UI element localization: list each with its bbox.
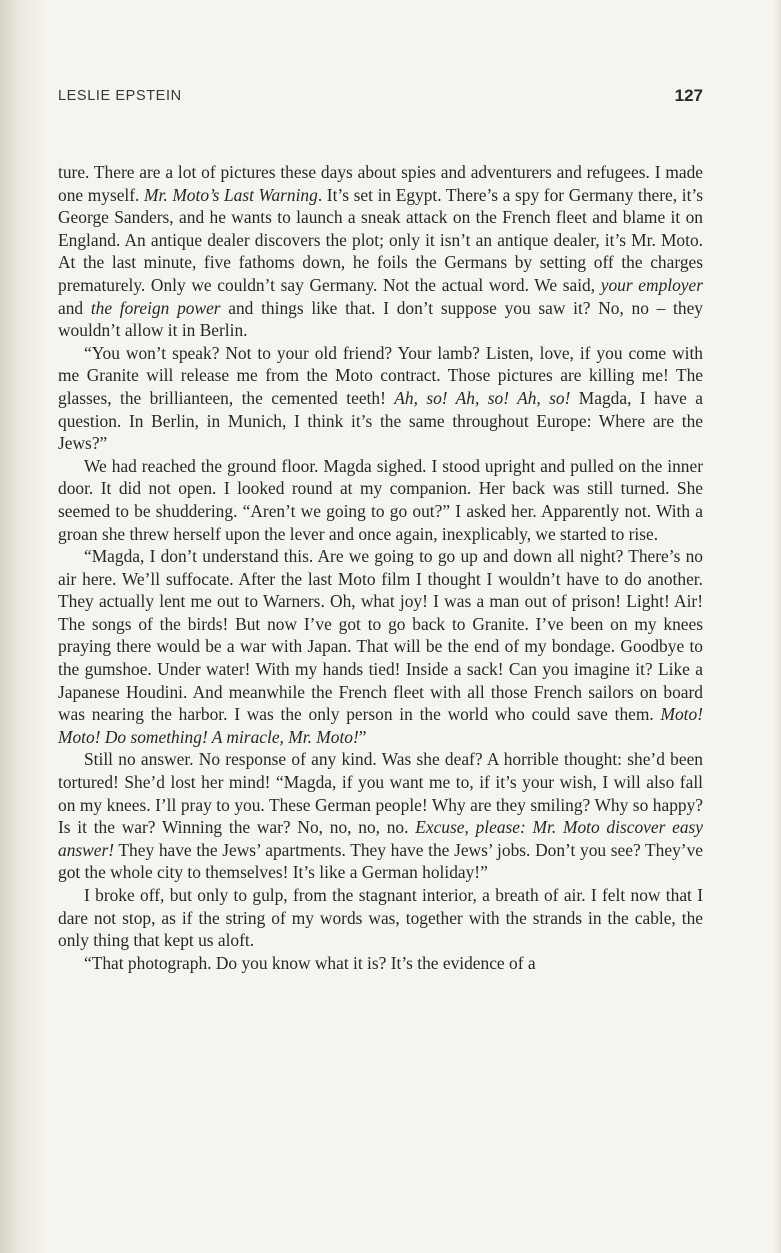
text-run: We had reached the ground floor. Magda sighed. I stood upright and pulled on the inner door. It did not open. I looked round at my companion. Her back was still turned. She seemed to be shuddering. “Aren’t we going to go out?” I asked her. Apparently not. With a groan she threw herself upon the lever and once again, inexplicably, we started to rise. [58,455,703,544]
italic-ah-so: Ah, so! Ah, so! Ah, so! [394,387,571,408]
italic-excuse-please: Excuse, please: Mr. Moto discover easy answer! [58,817,703,860]
text-run: ture. There are a lot of pictures these days about spies and adventurers and refugees. I made one myself. [58,162,703,205]
text-run: “That photograph. Do you know what it is? It’s the evidence of a [84,952,536,973]
page-edge-shadow [773,0,781,1253]
text-run: and [58,297,91,318]
page-number: 127 [674,86,703,105]
text-run: “Magda, I don’t understand this. Are we going to go up and down all night? There’s no air here. We’ll suffocate. After the last Moto film I thought I wouldn’t have to do another. They actually lent me out to Warners. Oh, what joy! I was a man out of prison! Light! Air! The songs of the birds! But now I’ve got to go back to Granite. I’ve been on my knees praying there would be a war with Japan. That will be the end of my bondage. Goodbye to the gumshoe. Under water! With my hands tied! Inside a sack! Can you imagine it? Like a Japanese Houdini. And meanwhile the French fleet with all those French sailors on board was nearing the harbor. I was the only person in the world who could save them. [58,546,703,725]
paragraph-4 [58,545,703,748]
text-run: They have the Jews’ apartments. They have the Jews’ jobs. Don’t you see? They’ve got the whole city to themselves! It’s like a German holiday!” [58,839,703,883]
running-head [58,88,703,108]
body-text [58,161,703,974]
text-run: “You won’t speak? Not to your old friend? Your lamb? Listen, love, if you come with me Granite will release me from the Moto contract. Those pictures are killing me! The glasses, the brillianteen, the cemented teeth! [58,342,703,408]
running-head-author: LESLIE EPSTEIN [58,88,182,104]
italic-moto-do-something: Moto! Moto! Do something! A miracle, Mr. Moto! [58,704,703,747]
text-run: ” [358,726,367,747]
italic-title-moto-last-warning: Mr. Moto’s Last Warning [144,184,318,205]
text-run: Magda, I have a question. In Berlin, in Munich, I think it’s the same throughout Europe: Where are the Jews?” [58,387,703,454]
text-run: and things like that. I don’t suppose you saw it? No, no – they wouldn’t allow it in Berlin. [58,297,703,341]
paragraph-6 [58,884,703,952]
paragraph-7 [58,952,703,975]
paragraph-1 [58,161,703,342]
text-run: . It’s set in Egypt. There’s a spy for Germany there, it’s George Sanders, and he wants to launch a sneak attack on the French fleet and blame it on England. An antique dealer discovers the plot; only it isn’t an antique dealer, it’s Mr. Moto. At the last minute, five fathoms down, he foils the Germans by setting off the charges prematurely. Only we couldn’t say Germany. Not the actual word. We said, [58,184,703,295]
paragraph-2 [58,342,703,455]
text-run: I broke off, but only to gulp, from the stagnant interior, a breath of air. I felt now that I dare not stop, as if the string of my words was, together with the strands in the cable, the only thing that kept us aloft. [58,885,703,951]
text-run: Still no answer. No response of any kind. Was she deaf? A horrible thought: she’d been tortured! She’d lost her mind! “Magda, if you want me to, if it’s your wish, I will also fall on my knees. I’ll pray to you. These German people! Why are they smiling? Why so happy? Is it the war? Winning the war? No, no, no, no. [58,749,703,838]
italic-foreign-power: the foreign power [90,297,221,318]
paragraph-3 [58,455,703,545]
italic-your-employer: your employer [600,274,703,295]
page-gutter-shadow [0,0,46,1253]
paragraph-5 [58,748,703,884]
